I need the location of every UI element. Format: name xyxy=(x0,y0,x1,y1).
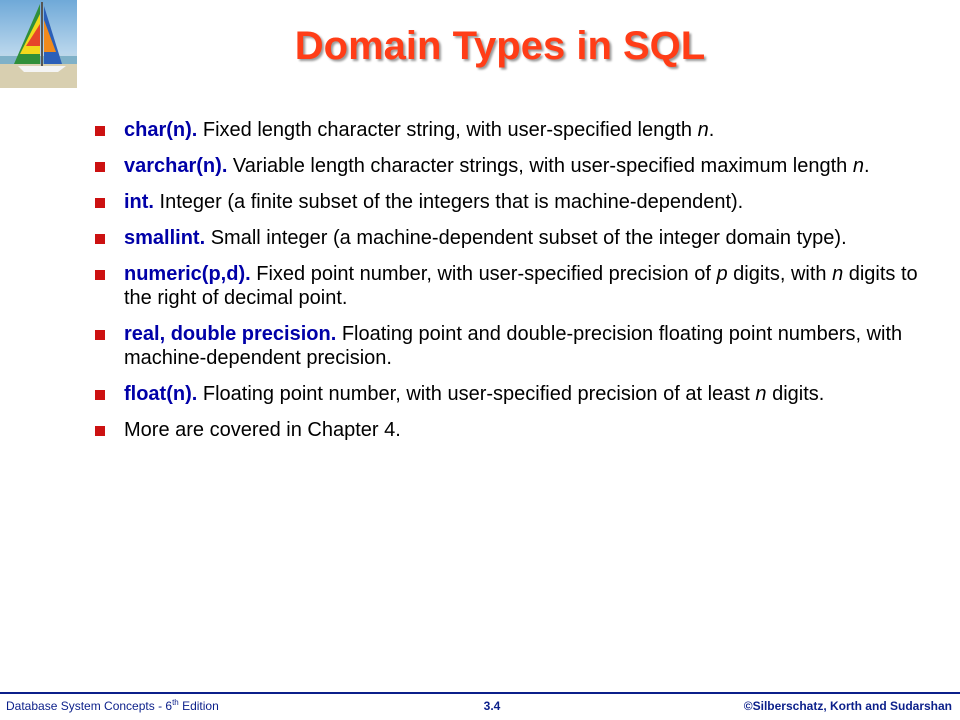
description: Integer (a finite subset of the integers that is machine-dependent). xyxy=(154,191,744,213)
description-end: . xyxy=(863,155,870,177)
list-item xyxy=(95,226,935,250)
description: Fixed point number, with user-specified precision of xyxy=(250,263,717,285)
term: char(n). xyxy=(124,119,198,141)
description: Variable length character strings, with user-specified maximum length xyxy=(227,155,853,177)
description: Floating point number, with user-specified precision of at least xyxy=(197,383,756,405)
square-bullet-icon xyxy=(95,270,105,280)
term: int. xyxy=(124,191,154,213)
description: Floating point and double-precision floating point numbers, with machine-dependent precision. xyxy=(124,323,903,369)
description: More are covered in Chapter 4. xyxy=(124,419,401,441)
bullet-list xyxy=(95,118,935,454)
sailboat-logo xyxy=(0,0,77,88)
variable: n xyxy=(697,119,709,141)
footer-divider xyxy=(0,692,960,694)
footer-book-title xyxy=(6,698,219,714)
term: real, double precision. xyxy=(124,323,337,345)
term: varchar(n). xyxy=(124,155,228,177)
term: float(n). xyxy=(124,383,198,405)
description-end: digits to the right of decimal point. xyxy=(124,263,918,309)
list-item xyxy=(95,262,935,310)
square-bullet-icon xyxy=(95,234,105,244)
description-end: . xyxy=(708,119,715,141)
description-end: digits. xyxy=(766,383,825,405)
list-item xyxy=(95,418,935,442)
list-item xyxy=(95,118,935,142)
list-item xyxy=(95,190,935,214)
description-mid: digits, with xyxy=(727,263,833,285)
footer-book-title-text: Database System Concepts - 6 xyxy=(6,699,173,713)
term: numeric(p,d). xyxy=(124,263,251,285)
list-item xyxy=(95,382,935,406)
variable: n xyxy=(832,263,844,285)
square-bullet-icon xyxy=(95,126,105,136)
footer-edition: Edition xyxy=(178,699,219,713)
footer-copyright: ©Silberschatz, Korth and Sudarshan xyxy=(743,699,952,713)
slide-title: Domain Types in SQL xyxy=(294,24,706,68)
variable: p xyxy=(716,263,728,285)
square-bullet-icon xyxy=(95,426,105,436)
variable: n xyxy=(755,383,767,405)
square-bullet-icon xyxy=(95,162,105,172)
list-item xyxy=(95,322,935,370)
square-bullet-icon xyxy=(95,198,105,208)
square-bullet-icon xyxy=(95,330,105,340)
footer-superscript: th xyxy=(172,698,179,707)
slide-number: 3.4 xyxy=(483,699,501,713)
term: smallint. xyxy=(124,227,206,249)
description: Fixed length character string, with user-specified length xyxy=(197,119,698,141)
square-bullet-icon xyxy=(95,390,105,400)
description: Small integer (a machine-dependent subset of the integer domain type). xyxy=(205,227,847,249)
variable: n xyxy=(852,155,864,177)
list-item xyxy=(95,154,935,178)
